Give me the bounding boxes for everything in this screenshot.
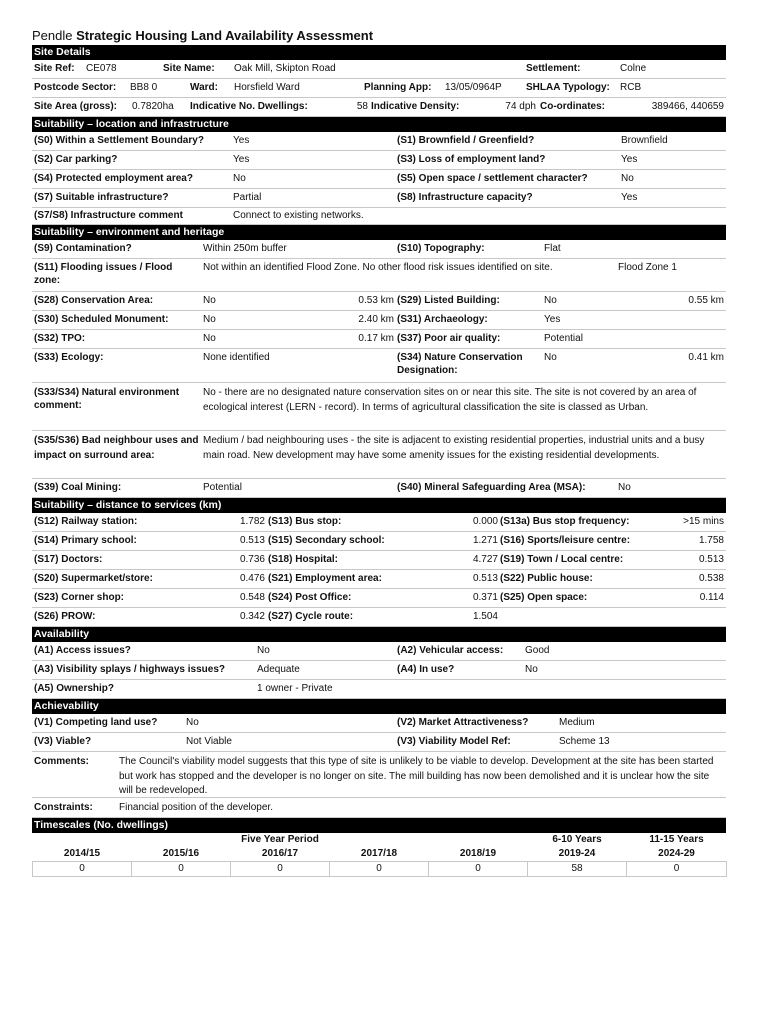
dwellings-value-cell: 58 — [528, 862, 627, 877]
a3-label: (A3) Visibility splays / highways issues? — [34, 664, 225, 675]
s0-label: (S0) Within a Settlement Boundary? — [34, 135, 204, 146]
s13-value: 0.000 — [472, 516, 498, 527]
s30-km: 2.40 km — [358, 314, 394, 325]
dwellings-label: Indicative No. Dwellings: — [190, 101, 308, 112]
dist-row-2 — [32, 532, 726, 551]
avail-row-3 — [32, 680, 726, 699]
dwellings-value-cell: 0 — [330, 862, 429, 877]
s34-value: No — [544, 352, 557, 363]
settlement-label: Settlement: — [526, 63, 581, 74]
env-row-7 — [32, 383, 726, 431]
year-header: 2018/19 — [459, 848, 497, 859]
env-row-1 — [32, 240, 726, 259]
section-achievability: Achievability — [32, 699, 726, 714]
s23-label: (S23) Corner shop: — [34, 592, 125, 603]
s40-label: (S40) Mineral Safeguarding Area (MSA): — [397, 482, 586, 493]
s1-label: (S1) Brownfield / Greenfield? — [397, 135, 535, 146]
typology-label: SHLAA Typology: — [526, 82, 610, 93]
v1-label: (V1) Competing land use? — [34, 717, 158, 728]
title-prefix: Pendle — [32, 28, 73, 43]
s9-value: Within 250m buffer — [203, 243, 287, 254]
postcode-value: BB8 0 — [130, 82, 158, 93]
s24-value: 0.371 — [472, 592, 498, 603]
year-header: 2019-24 — [558, 848, 596, 859]
s3-label: (S3) Loss of employment land? — [397, 154, 546, 165]
s29-km: 0.55 km — [688, 295, 724, 306]
a2-value: Good — [525, 645, 550, 656]
site-name-label: Site Name: — [163, 63, 215, 74]
s78-label: (S7/S8) Infrastructure comment — [34, 210, 183, 221]
density-label: Indicative Density: — [371, 101, 460, 112]
s14-label: (S14) Primary school: — [34, 535, 137, 546]
year-header: 2017/18 — [360, 848, 398, 859]
coords-value: 389466, 440659 — [651, 101, 724, 112]
s24-label: (S24) Post Office: — [268, 592, 352, 603]
s27-value: 1.504 — [472, 611, 498, 622]
density-value: 74 dph — [505, 101, 536, 112]
section-distance: Suitability – distance to services (km) — [32, 498, 726, 513]
s9-label: (S9) Contamination? — [34, 243, 132, 254]
planning-label: Planning App: — [364, 82, 432, 93]
location-row-1 — [32, 132, 726, 151]
dwellings-value-cell: 0 — [627, 862, 727, 877]
s3536-value: Medium / bad neighbouring uses - the site is adjacent to existing residential properties, industrial units and a busy main road. New development may have some amenity issues for the existing residential developments. — [203, 435, 705, 461]
s30-value: No — [203, 314, 216, 325]
s22-value: 0.538 — [698, 573, 724, 584]
s18-value: 4.727 — [472, 554, 498, 565]
s25-value: 0.114 — [699, 592, 724, 603]
v2-label: (V2) Market Attractiveness? — [397, 717, 529, 728]
s32-value: No — [203, 333, 216, 344]
timescales-value-row — [33, 862, 727, 877]
period-five-year: Five Year Period — [241, 834, 319, 845]
planning-value: 13/05/0964P — [445, 82, 502, 93]
location-row-2 — [32, 151, 726, 170]
location-row-3 — [32, 170, 726, 189]
avail-row-2 — [32, 661, 726, 680]
dwellings-value-cell: 0 — [231, 862, 330, 877]
s4-label: (S4) Protected employment area? — [34, 173, 193, 184]
s4-value: No — [233, 173, 246, 184]
s30-label: (S30) Scheduled Monument: — [34, 314, 169, 325]
dwellings-value-cell: 0 — [429, 862, 528, 877]
s18-label: (S18) Hospital: — [268, 554, 339, 565]
s7-value: Partial — [233, 192, 262, 203]
s13a-value: >15 mins — [683, 516, 724, 527]
s2-value: Yes — [233, 154, 250, 165]
timescales-period-row — [33, 833, 727, 847]
env-row-8 — [32, 431, 726, 479]
s37-value: Potential — [544, 333, 583, 344]
site-ref-value: CE078 — [86, 63, 117, 74]
location-row-5 — [32, 208, 726, 225]
s25-label: (S25) Open space: — [500, 592, 588, 603]
env-row-5 — [32, 330, 726, 349]
s0-value: Yes — [233, 135, 250, 146]
s11-label: (S11) Flooding issues / Flood zone: — [34, 262, 173, 286]
s3334-value: No - there are no designated nature conservation sites on or near this site. The site is not covered by an area of ecological interest (LERN - record). In terms of agricultural classification the site is classed as Urban. — [203, 387, 697, 413]
dist-row-3 — [32, 551, 726, 570]
coords-label: Co-ordinates: — [540, 101, 605, 112]
v2-value: Medium — [559, 717, 595, 728]
s32-km: 0.17 km — [358, 333, 394, 344]
ach-row-1 — [32, 714, 726, 733]
s14-value: 0.513 — [239, 535, 265, 546]
s2-label: (S2) Car parking? — [34, 154, 118, 165]
v3-value: Not Viable — [186, 736, 232, 747]
env-row-2 — [32, 259, 726, 292]
s5-label: (S5) Open space / settlement character? — [397, 173, 588, 184]
period-6-10: 6-10 Years — [552, 834, 602, 845]
s33-label: (S33) Ecology: — [34, 352, 104, 363]
s39-label: (S39) Coal Mining: — [34, 482, 122, 493]
s15-label: (S15) Secondary school: — [268, 535, 385, 546]
s21-label: (S21) Employment area: — [268, 573, 382, 584]
s10-value: Flat — [544, 243, 561, 254]
s8-value: Yes — [621, 192, 638, 203]
s13-label: (S13) Bus stop: — [268, 516, 342, 527]
s20-label: (S20) Supermarket/store: — [34, 573, 153, 584]
v3-label: (V3) Viable? — [34, 736, 92, 747]
constraints-value: Financial position of the developer. — [119, 802, 273, 813]
s28-label: (S28) Conservation Area: — [34, 295, 154, 306]
s7-label: (S7) Suitable infrastructure? — [34, 192, 169, 203]
s33-value: None identified — [203, 352, 270, 363]
site-row-2 — [32, 79, 726, 98]
dist-row-5 — [32, 589, 726, 608]
env-row-4 — [32, 311, 726, 330]
s34-label: (S34) Nature Conservation Designation: — [397, 352, 523, 376]
s8-label: (S8) Infrastructure capacity? — [397, 192, 533, 203]
s19-label: (S19) Town / Local centre: — [500, 554, 624, 565]
v1-value: No — [186, 717, 199, 728]
constraints-label: Constraints: — [34, 802, 93, 813]
s5-value: No — [621, 173, 634, 184]
s28-value: No — [203, 295, 216, 306]
s31-value: Yes — [544, 314, 561, 325]
assessment-page — [32, 27, 726, 877]
v3-model-label: (V3) Viability Model Ref: — [397, 736, 511, 747]
s3-value: Yes — [621, 154, 638, 165]
s40-value: No — [618, 482, 631, 493]
postcode-label: Postcode Sector: — [34, 82, 117, 93]
ach-row-3 — [32, 752, 726, 798]
comments-label: Comments: — [34, 756, 90, 767]
a5-value: 1 owner - Private — [257, 683, 333, 694]
s29-value: No — [544, 295, 557, 306]
dwellings-value: 58 — [356, 101, 368, 112]
year-header: 2016/17 — [261, 848, 299, 859]
s19-value: 0.513 — [698, 554, 724, 565]
s39-value: Potential — [203, 482, 242, 493]
section-environment: Suitability – environment and heritage — [32, 225, 726, 240]
dist-row-1 — [32, 513, 726, 532]
s13a-label: (S13a) Bus stop frequency: — [500, 516, 630, 527]
s26-label: (S26) PROW: — [34, 611, 96, 622]
s10-label: (S10) Topography: — [397, 243, 485, 254]
s12-label: (S12) Railway station: — [34, 516, 138, 527]
settlement-value: Colne — [620, 63, 647, 74]
dist-row-6 — [32, 608, 726, 627]
a4-value: No — [525, 664, 538, 675]
s37-label: (S37) Poor air quality: — [397, 333, 501, 344]
s32-label: (S32) TPO: — [34, 333, 86, 344]
title-main: Strategic Housing Land Availability Assessment — [76, 28, 374, 43]
s27-label: (S27) Cycle route: — [268, 611, 354, 622]
site-ref-label: Site Ref: — [34, 63, 75, 74]
timescales-table — [32, 833, 727, 877]
a1-label: (A1) Access issues? — [34, 645, 131, 656]
s20-value: 0.476 — [239, 573, 265, 584]
s1-value: Brownfield — [621, 135, 668, 146]
s34-km: 0.41 km — [688, 352, 724, 363]
section-site-details: Site Details — [32, 45, 726, 60]
s26-value: 0.342 — [239, 611, 265, 622]
s29-label: (S29) Listed Building: — [397, 295, 500, 306]
s15-value: 1.271 — [472, 535, 498, 546]
comments-value: The Council's viability model suggests that this type of site is unlikely to be viable to develop. Development at the site has been started but work has stopped and the developer is no longer on site. The mill building has now been demolished and it is unclear how the site will be redeveloped. — [119, 756, 714, 796]
s17-label: (S17) Doctors: — [34, 554, 103, 565]
section-location: Suitability – location and infrastructure — [32, 117, 726, 132]
s23-value: 0.548 — [239, 592, 265, 603]
s21-value: 0.513 — [472, 573, 498, 584]
s3334-label: (S33/S34) Natural environment comment: — [34, 387, 180, 411]
typology-value: RCB — [620, 82, 642, 93]
timescales-year-row — [33, 847, 727, 862]
env-row-9 — [32, 479, 726, 498]
s11-value: Not within an identified Flood Zone. No other flood risk issues identified on site. — [203, 262, 553, 273]
ward-label: Ward: — [190, 82, 218, 93]
s28-km: 0.53 km — [358, 295, 394, 306]
env-row-3 — [32, 292, 726, 311]
site-row-1 — [32, 60, 726, 79]
ach-row-4 — [32, 798, 726, 818]
a4-label: (A4) In use? — [397, 664, 455, 675]
avail-row-1 — [32, 642, 726, 661]
s16-value: 1.758 — [698, 535, 724, 546]
s17-value: 0.736 — [239, 554, 265, 565]
section-availability: Availability — [32, 627, 726, 642]
s11-zone: Flood Zone 1 — [618, 262, 677, 273]
s3536-label: (S35/S36) Bad neighbour uses and impact on surround area: — [34, 435, 199, 461]
year-header: 2015/16 — [162, 848, 200, 859]
site-row-3 — [32, 98, 726, 117]
section-timescales: Timescales (No. dwellings) — [32, 818, 726, 833]
area-value: 0.7820ha — [132, 101, 174, 112]
a2-label: (A2) Vehicular access: — [397, 645, 504, 656]
ach-row-2 — [32, 733, 726, 752]
a5-label: (A5) Ownership? — [34, 683, 115, 694]
s16-label: (S16) Sports/leisure centre: — [500, 535, 631, 546]
dwellings-value-cell: 0 — [132, 862, 231, 877]
dwellings-value-cell: 0 — [33, 862, 132, 877]
site-name-value: Oak Mill, Skipton Road — [234, 63, 336, 74]
area-label: Site Area (gross): — [34, 101, 117, 112]
v3-model-value: Scheme 13 — [559, 736, 610, 747]
s31-label: (S31) Archaeology: — [397, 314, 488, 325]
location-row-4 — [32, 189, 726, 208]
dist-row-4 — [32, 570, 726, 589]
s22-label: (S22) Public house: — [500, 573, 593, 584]
a1-value: No — [257, 645, 270, 656]
page-title — [32, 27, 726, 45]
a3-value: Adequate — [257, 664, 300, 675]
period-11-15: 11-15 Years — [649, 834, 704, 845]
env-row-6 — [32, 349, 726, 383]
s78-value: Connect to existing networks. — [233, 210, 364, 221]
s12-value: 1.782 — [239, 516, 265, 527]
ward-value: Horsfield Ward — [234, 82, 300, 93]
year-header: 2024-29 — [658, 848, 695, 859]
year-header: 2014/15 — [63, 848, 101, 859]
